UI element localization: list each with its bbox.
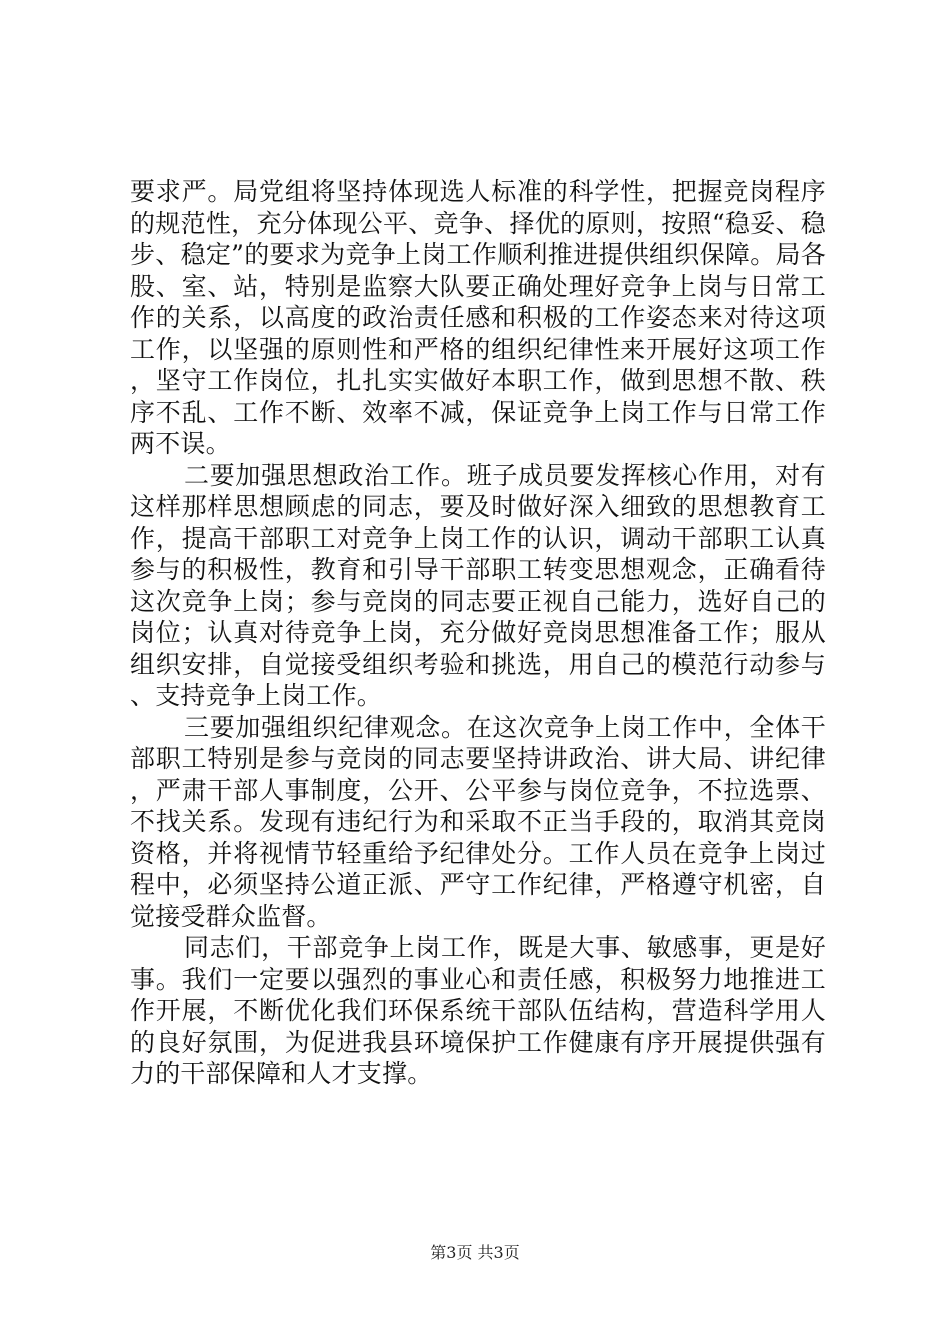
paragraph-discipline: 三要加强组织纪律观念。在这次竞争上岗工作中，全体干部职工特别是参与竞岗的同志要坚持讲政治、讲大局、讲纪律，严肃干部人事制度，公开、公平参与岗位竞争，不拉选票、不找关系。发现有违纪行为和采取不正当手段的，取消其竞岗资格，并将视情节轻重给予纪律处分。工作人员在竞争上岗过程中，必须坚持公道正派、严守工作纪律，严格遵守机密，自觉接受群众监督。 <box>130 712 826 931</box>
paragraph-continuation: 要求严。局党组将坚持体现选人标准的科学性，把握竞岗程序的规范性，充分体现公平、竞争、择优的原则，按照“稳妥、稳步、稳定”的要求为竞争上岗工作顺利推进提供组织保障。局各股、室、站，特别是监察大队要正确处理好竞争上岗与日常工作的关系，以高度的政治责任感和积极的工作姿态来对待这项工作，以坚强的原则性和严格的组织纪律性来开展好这项工作，坚守工作岗位，扎扎实实做好本职工作，做到思想不散、秩序不乱、工作不断、效率不减，保证竞争上岗工作与日常工作两不误。 <box>130 177 826 458</box>
document-body <box>130 176 826 1090</box>
page-footer: 第3页 共3页 <box>430 1243 520 1262</box>
paragraph-conclusion: 同志们，干部竞争上岗工作，既是大事、敏感事，更是好事。我们一定要以强烈的事业心和责任感，积极努力地推进工作开展，不断优化我们环保系统干部队伍结构，营造科学用人的良好氛围，为促进我县环境保护工作健康有序开展提供强有力的干部保障和人才支撑。 <box>130 933 826 1088</box>
paragraph-ideological-work: 二要加强思想政治工作。班子成员要发挥核心作用，对有这样那样思想顾虑的同志，要及时做好深入细致的思想教育工作，提高干部职工对竞争上岗工作的认识，调动干部职工认真参与的积极性，教育和引导干部职工转变思想观念，正确看待这次竞争上岗；参与竞岗的同志要正视自己能力，选好自己的岗位；认真对待竞争上岗，充分做好竞岗思想准备工作；服从组织安排，自觉接受组织考验和挑选，用自己的模范行动参与、支持竞争上岗工作。 <box>130 460 826 710</box>
